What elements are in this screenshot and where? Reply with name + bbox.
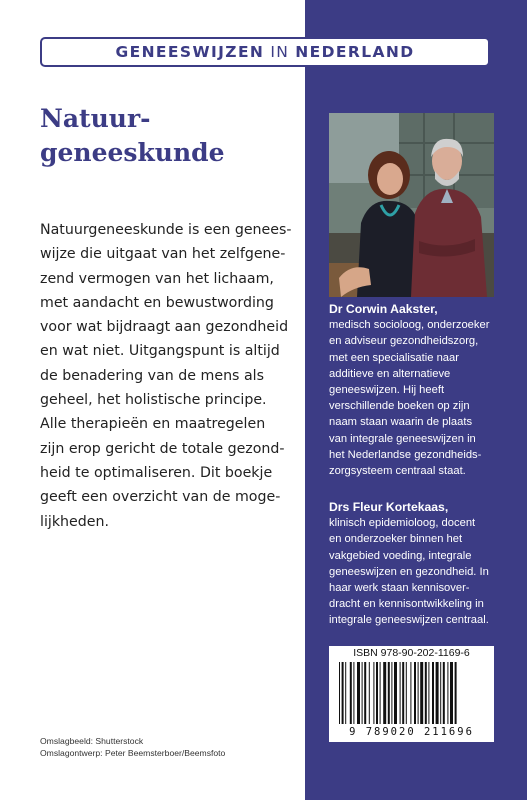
- barcode-bar: [339, 662, 340, 724]
- barcode-bar: [391, 662, 392, 724]
- barcode-bar: [400, 662, 401, 724]
- series-banner: [40, 37, 490, 67]
- barcode-bar: [376, 662, 378, 724]
- barcode-bar: [414, 662, 416, 724]
- barcode-bar: [394, 662, 397, 724]
- intro-line: wijze die uitgaat van het zelfgene-: [40, 246, 286, 263]
- intro-line: met aandacht en bewustwording: [40, 294, 274, 311]
- author-photo: [329, 113, 494, 297]
- barcode-bar: [357, 662, 360, 724]
- barcode-bar: [380, 662, 381, 724]
- barcode-bar: [383, 662, 386, 724]
- book-title: [40, 102, 225, 170]
- intro-line: en wat niet. Uitgangspunt is altijd: [40, 343, 280, 360]
- intro-line: geheel, het holistische principe.: [40, 392, 267, 409]
- bio-line: klinisch epidemioloog, docent: [329, 517, 476, 530]
- credit-cover-design: Omslagontwerp: Peter Beemsterboer/Beemsfoto: [40, 748, 226, 758]
- barcode-box: [329, 646, 494, 742]
- bio-line: zorgsysteem centraal staat.: [329, 465, 466, 478]
- barcode-bar: [443, 662, 445, 724]
- intro-line: lijkheden.: [40, 513, 109, 530]
- credit-cover-image: Omslagbeeld: Shutterstock: [40, 736, 144, 746]
- intro-line: zend vermogen van het lichaam,: [40, 270, 274, 287]
- bio-line: medisch socioloog, onderzoeker: [329, 319, 490, 332]
- intro-line: Alle therapieën en maatregelen: [40, 416, 266, 433]
- barcode-bar: [342, 662, 344, 724]
- bio-line: naam staan waarin de plaats: [329, 416, 473, 429]
- author-bio-aakster: [329, 301, 519, 479]
- barcode-bar: [350, 662, 352, 724]
- barcode-bar: [432, 662, 434, 724]
- bio-line: geneeswijzen. Hij heeft: [329, 384, 445, 397]
- intro-line: Natuurgeneeskunde is een genees-: [40, 222, 292, 238]
- barcode-bar: [440, 662, 441, 724]
- bio-line: en adviseur gezondheidszorg,: [329, 335, 479, 348]
- author-name: Drs Fleur Kortekaas,: [329, 500, 449, 514]
- barcode-bar: [362, 662, 363, 724]
- barcode-bar: [402, 662, 404, 724]
- barcode-number: 9 789020 211696: [349, 726, 474, 738]
- intro-line: de benadering van de mens als: [40, 367, 264, 384]
- bio-line: en onderzoeker binnen het: [329, 533, 463, 546]
- barcode-bar: [388, 662, 390, 724]
- barcode-bar: [353, 662, 354, 724]
- intro-line: voor wat bijdraagt aan gezondheid: [40, 319, 289, 336]
- book-title-line-1: Natuur-: [40, 104, 151, 133]
- barcode-bar: [428, 662, 429, 724]
- intro-line: geeft een overzicht van de moge-: [40, 489, 281, 506]
- bio-line: additieve en alternatieve: [329, 367, 451, 380]
- intro-text: [40, 218, 302, 534]
- author-bio-kortekaas: [329, 499, 519, 629]
- series-word-3: NEDERLAND: [295, 43, 415, 61]
- bio-line: vakgebied voeding, integrale: [329, 549, 472, 562]
- barcode-bar: [418, 662, 419, 724]
- series-word-2: IN: [270, 43, 290, 61]
- cover-credits: [40, 735, 225, 759]
- bio-line: verschillende boeken op zijn: [329, 400, 470, 413]
- author-name: Dr Corwin Aakster,: [329, 302, 438, 316]
- barcode-bar: [450, 662, 453, 724]
- barcode-bar: [369, 662, 370, 724]
- bio-line: met een specialisatie naar: [329, 351, 459, 364]
- barcode-bar: [406, 662, 407, 724]
- isbn-label: ISBN 978-90-202-1169-6: [353, 647, 470, 659]
- barcode-bar: [455, 662, 457, 724]
- barcode-bar: [410, 662, 411, 724]
- barcode-bar: [425, 662, 427, 724]
- intro-line: heid te optimaliseren. Dit boekje: [40, 464, 273, 481]
- bio-line: dracht en kennisontwikkeling in: [329, 598, 484, 611]
- barcode-icon: [335, 662, 488, 724]
- barcode-bar: [436, 662, 439, 724]
- barcode-bar: [364, 662, 366, 724]
- bio-line: van integrale geneeswijzen in: [329, 432, 476, 445]
- bio-line: haar werk staan kennisover-: [329, 582, 470, 595]
- bio-line: integrale geneeswijzen centraal.: [329, 614, 489, 627]
- barcode-bar: [345, 662, 346, 724]
- series-word-1: GENEESWIJZEN: [115, 43, 265, 61]
- bio-line: geneeswijzen en gezondheid. In: [329, 565, 489, 578]
- intro-line: zijn erop gericht de totale gezond-: [40, 440, 285, 457]
- barcode-bar: [420, 662, 423, 724]
- barcode-bar: [373, 662, 374, 724]
- book-title-line-2: geneeskunde: [40, 138, 225, 167]
- bio-line: het Nederlandse gezondheids-: [329, 448, 482, 461]
- barcode-bar: [447, 662, 448, 724]
